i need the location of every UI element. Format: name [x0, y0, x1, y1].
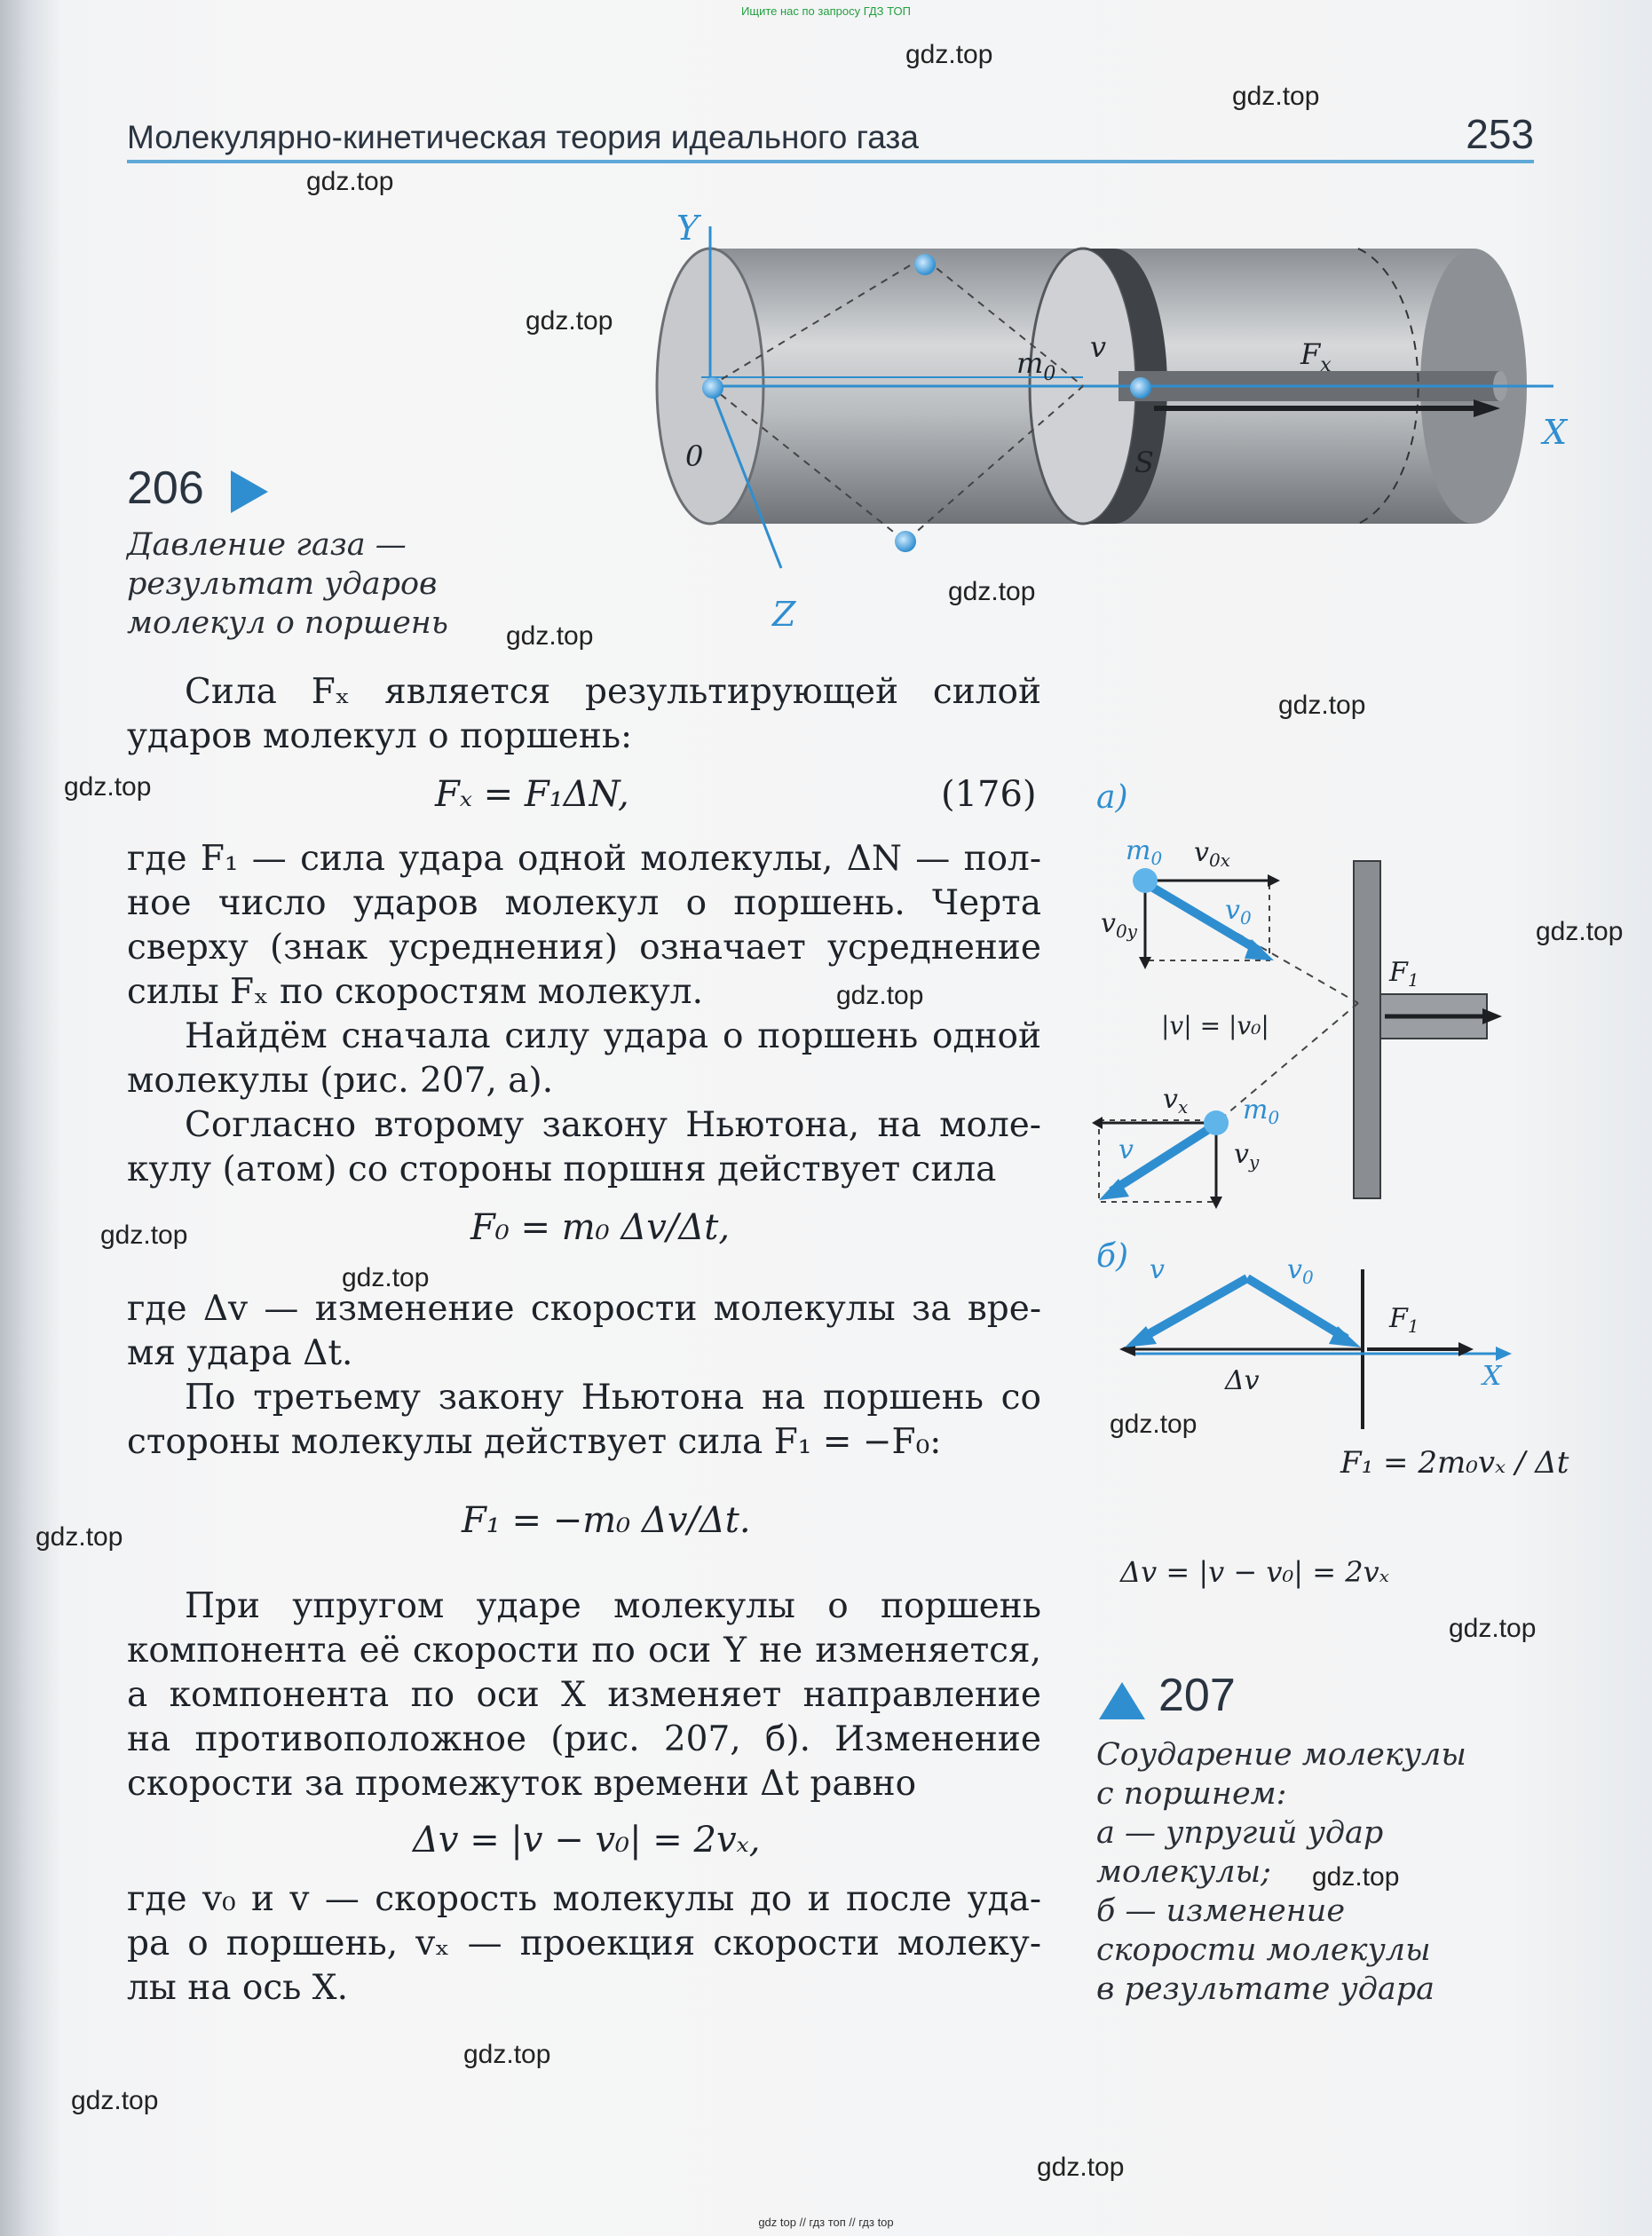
fx-label: $F_x$ — [1300, 337, 1332, 376]
figure-207-marker — [1099, 1682, 1145, 1719]
watermark: gdz.top — [506, 621, 594, 651]
molecule — [914, 254, 936, 275]
vy-label: $v_y$ — [1234, 1139, 1260, 1173]
v0y-label: $v_{0y}$ — [1101, 908, 1137, 942]
chapter-title: Молекулярно-кинетическая теория идеального газа — [127, 119, 919, 155]
watermark: gdz.top — [306, 167, 394, 196]
v-label: v — [1090, 330, 1107, 364]
paragraph-8: где v₀ и v — скорость молекулы до и после уда- ра о поршень, vₓ — проекция скорости молеку- лы на ось X. — [127, 1879, 1041, 2008]
watermark: gdz.top — [526, 306, 613, 336]
x-label: X — [1482, 1361, 1502, 1392]
top-note: Ищите нас по запросу ГДЗ ТОП — [741, 4, 911, 18]
watermark: gdz.top — [1278, 691, 1366, 720]
figure-207-number: 207 — [1158, 1670, 1236, 1721]
formula-f0: F₀ = m₀ Δv/Δt, — [470, 1207, 731, 1248]
watermark: gdz.top — [836, 981, 924, 1010]
paragraph-5: где Δv — изменение скорости молекулы за вре- мя удара Δt. — [127, 1289, 1041, 1373]
v-label: v — [1150, 1254, 1165, 1285]
figure-206-number: 206 — [127, 462, 204, 514]
figure-206-illustration — [621, 195, 1580, 639]
paragraph-4: Согласно второму закону Ньютона, на моле- кулу (атом) со стороны поршня действует сила — [127, 1105, 1041, 1189]
axis-x-label: X — [1543, 413, 1568, 452]
paragraph-7: При упругом ударе молекулы о поршень компонента её скорости по оси Y не изменяется, а компонента по оси X изменяет направление на противоположное (рис. 207, б). Изменение скорости за промежуток времени Δt равно — [127, 1586, 1041, 1804]
figure-206-caption: Давление газа — результат ударов молекул о поршень — [127, 527, 448, 641]
watermark: gdz.top — [342, 1263, 430, 1292]
figure-207b-diagram — [1114, 1252, 1540, 1429]
v0x-label: $v_{0x}$ — [1194, 837, 1230, 871]
molecule — [702, 377, 723, 399]
watermark: gdz.top — [1037, 2153, 1125, 2182]
figure-206-marker — [231, 470, 268, 513]
watermark: gdz.top — [100, 1221, 188, 1250]
molecule — [1204, 1110, 1229, 1135]
watermark: gdz.top — [1449, 1614, 1537, 1643]
equation-number-176: (176) — [941, 774, 1037, 815]
v0-label: $v_0$ — [1225, 895, 1252, 928]
m0-label: $m_0$ — [1126, 835, 1163, 869]
s-label: S — [1134, 446, 1154, 479]
v-label: v — [1118, 1134, 1134, 1165]
f1-label: $F_1$ — [1389, 957, 1419, 991]
f1-label: $F_1$ — [1389, 1303, 1419, 1337]
watermark: gdz.top — [1536, 917, 1624, 946]
part-b-label: б) — [1096, 1238, 1129, 1275]
watermark: gdz.top — [905, 40, 993, 69]
watermark: gdz.top — [36, 1522, 123, 1552]
watermark: gdz.top — [1312, 1862, 1400, 1892]
watermark: gdz.top — [948, 577, 1036, 606]
axis-z-label: Z — [772, 595, 796, 634]
formula-delta-v-result: Δv = |v − v₀| = 2vₓ — [1120, 1555, 1389, 1589]
paragraph-1: Сила Fₓ является результирующей силой ударов молекул о поршень: — [127, 672, 1041, 756]
watermark: gdz.top — [1110, 1410, 1198, 1439]
origin-label: 0 — [685, 439, 704, 473]
formula-f1-result: F₁ = 2m₀vₓ / Δt — [1340, 1445, 1569, 1481]
formula-176: Fₓ = F₁ΔN, — [435, 774, 629, 815]
watermark: gdz.top — [64, 772, 152, 802]
v-equal-v0-label: |v| = |v₀| — [1161, 1011, 1269, 1040]
v-arrow — [1141, 1278, 1247, 1339]
watermark: gdz.top — [71, 2086, 159, 2115]
axis-y-label: Y — [676, 209, 700, 248]
paragraph-6: По третьему закону Ньютона на поршень со стороны молекулы действует сила F₁ = −F₀: — [127, 1378, 1041, 1462]
watermark: gdz.top — [463, 2040, 551, 2069]
formula-dv: Δv = |v − v₀| = 2vₓ, — [413, 1820, 761, 1861]
running-header — [127, 111, 1534, 163]
molecule — [895, 531, 916, 552]
molecule — [1133, 868, 1158, 893]
molecule — [1130, 377, 1151, 399]
watermark: gdz.top — [1232, 82, 1320, 111]
figure-207-caption: Соударение молекулы с поршнем: а — упругий удар молекулы; б — изменение скорости молекулы в результате удара — [1096, 1737, 1466, 2007]
part-a-label: а) — [1096, 779, 1128, 816]
bottom-note: gdz top // гдз топ // гдз top — [758, 2216, 894, 2229]
formula-f1: F₁ = −m₀ Δv/Δt. — [462, 1500, 751, 1541]
paragraph-3: Найдём сначала силу удара о поршень одной молекулы (рис. 207, а). — [127, 1016, 1041, 1101]
v0-label: $v_0$ — [1287, 1254, 1314, 1288]
page-number: 253 — [1466, 111, 1534, 157]
m0-label: $m_0$ — [1016, 346, 1056, 385]
vx-label: $v_x$ — [1163, 1084, 1189, 1118]
figure-207a-diagram — [1092, 826, 1509, 1216]
m0-label: $m_0$ — [1243, 1094, 1280, 1128]
piston-wall — [1354, 861, 1380, 1198]
delta-v-label: Δv — [1225, 1365, 1260, 1396]
v0-arrow — [1247, 1278, 1347, 1339]
paragraph-2: где F₁ — сила удара одной молекулы, ΔN — пол- ное число ударов молекул о поршень. Черта сверху (знак усреднения) означает усреднение силы Fₓ по скоростям молекул. — [127, 839, 1041, 1012]
